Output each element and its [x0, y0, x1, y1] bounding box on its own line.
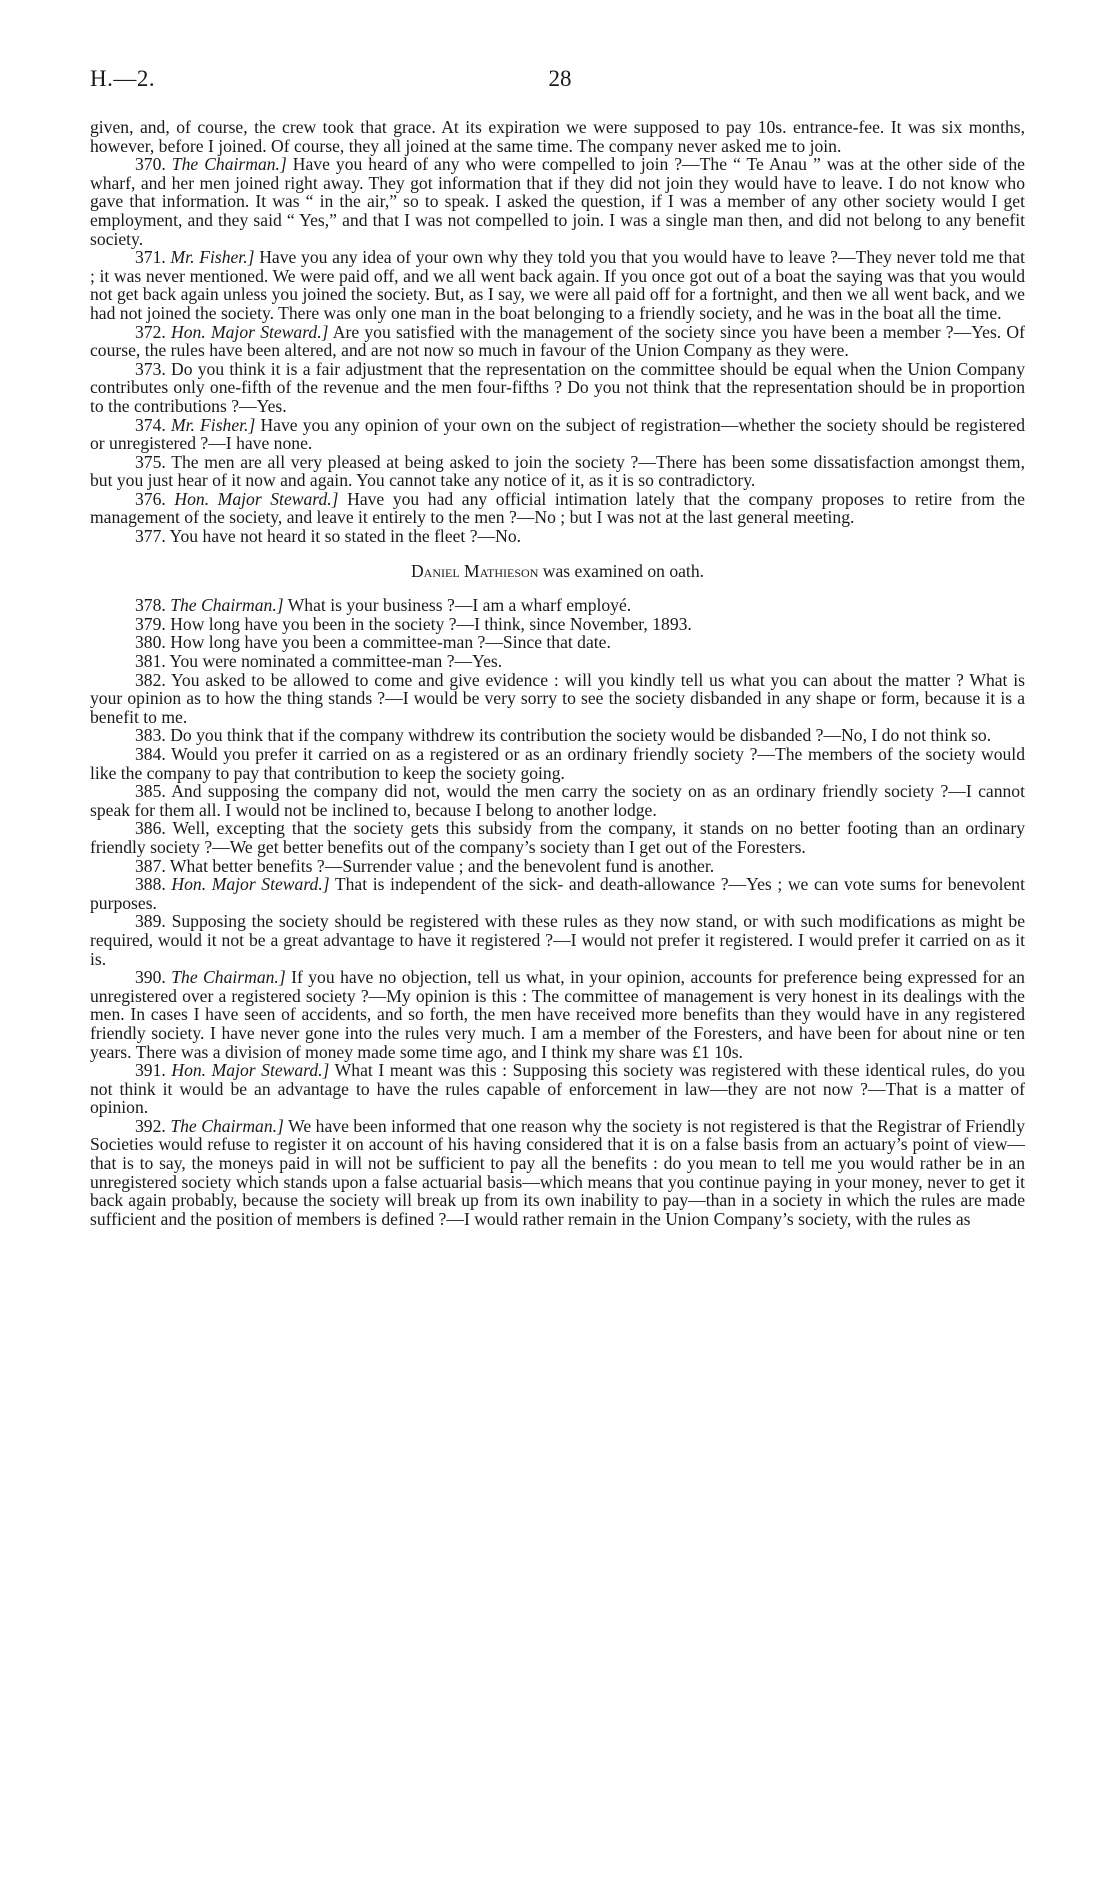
question-number: 384. — [135, 744, 166, 764]
question-text: Well, excepting that the society gets this subsidy from the company, it stands on no better footing than an ordinary friendly society ?—We get better benefits out of the company’s society than I get out of the Foresters. — [90, 818, 1025, 857]
question-text: You have not heard it so stated in the fleet ?—No. — [169, 526, 522, 547]
question-number: 374. — [135, 414, 166, 435]
question-text: Supposing the society should be registered with these rules as they now stand, or with such modifications as might be required, would it not be a great advantage to have it registered ?—I would not prefer it registered. I would prefer it carried on as it is. — [90, 911, 1026, 969]
paragraph-text: given, and, of course, the crew took that grace. At its expiration we were supposed to pay 10s. entrance-fee. It was six months, however, before I joined. Of course, they all joined at the same time. The company never asked me to join. — [90, 117, 1025, 156]
witness-heading — [90, 562, 1025, 581]
question-text: The men are all very pleased at being asked to join the society ?—There has been some dissatisfaction amongst them, but you just hear of it now and again. You cannot take any notice of it, as it is so contradictory. — [90, 451, 1025, 491]
question-number: 382. — [135, 669, 166, 690]
question-390 — [90, 968, 1025, 1061]
question-386 — [90, 819, 1025, 856]
question-text: If you have no objection, tell us what, in your opinion, accounts for preference being expressed for an unregistered over a registered society ?—My opinion is this : The committee of management is very honest in its dealings with the men. In cases I have seen of accidents, and so forth, the men have received more benefits than they would have in any registered friendly society. I have never gone into the rules very much. I am a member of the Foresters, and have been for about nine or ten years. There was a division of money made some time ago, and I think my share was £1 10s. — [90, 967, 1025, 1062]
speaker-label: The Chairman.] — [170, 1115, 284, 1136]
parliamentary-paper-reference: H.—2. — [90, 66, 156, 91]
continued-paragraph — [90, 118, 1025, 155]
speaker-label: The Chairman.] — [170, 595, 284, 616]
question-text: How long have you been in the society ?—I think, since November, 1893. — [170, 613, 692, 634]
question-number: 385. — [135, 781, 166, 802]
question-376 — [90, 490, 1025, 527]
question-378 — [90, 596, 1025, 615]
speaker-label: Mr. Fisher.] — [170, 414, 256, 435]
question-number: 379. — [135, 613, 166, 634]
question-number: 376. — [135, 488, 166, 509]
question-370 — [90, 155, 1025, 248]
question-374 — [90, 416, 1025, 453]
question-375 — [90, 453, 1025, 490]
question-number: 377. — [135, 526, 166, 547]
question-389 — [90, 912, 1025, 968]
speaker-label: Hon. Major Steward.] — [171, 874, 330, 895]
question-379 — [90, 615, 1025, 634]
page-header — [90, 66, 1030, 100]
question-number: 386. — [135, 818, 166, 839]
question-number: 391. — [135, 1060, 166, 1081]
question-380 — [90, 633, 1025, 652]
question-371 — [90, 248, 1025, 322]
question-text: You asked to be allowed to come and give evidence : will you kindly tell us what you can about the matter ? What is your opinion as to how the thing stands ?—I would be very sorry to see the society disbanded in any shape or form, because it is a benefit to me. — [90, 669, 1026, 727]
question-373 — [90, 360, 1025, 416]
speaker-label: The Chairman.] — [171, 154, 287, 175]
question-number: 387. — [135, 855, 166, 876]
question-text: Would you prefer it carried on as a registered or as an ordinary friendly society ?—The members of the society would like the company to pay that contribution to keep the society going. — [90, 744, 1025, 783]
question-385 — [90, 782, 1025, 819]
speaker-label: Hon. Major Steward.] — [174, 488, 339, 509]
question-text: You were nominated a committee-man ?—Yes. — [169, 651, 503, 672]
question-number: 388. — [135, 874, 166, 895]
question-text: And supposing the company did not, would the men carry the society on as an ordinary friendly society ?—I cannot speak for them all. I would not be inclined to, because I belong to another lodge. — [90, 781, 1025, 820]
question-number: 381. — [135, 651, 166, 672]
question-text: Have you any idea of your own why they told you that you would have to leave ?—They never told me that ; it was never mentioned. We were paid off, and we all went back again. If you once got out of a boat the saying was that you would not get back again unless you joined the society. But, as I say, we were all paid off for a fortnight, and then we all went back, and we had not joined the society. There was only one man in the boat belonging to a friendly society, and he was in the boat all the time. — [90, 247, 1025, 323]
question-number: 373. — [135, 358, 166, 379]
question-number: 371. — [135, 247, 166, 268]
question-text: Have you had any official intimation lately that the company proposes to retire from the management of the society, and leave it entirely to the men ?—No ; but I was not at the last general meeting. — [90, 488, 1025, 528]
question-text: Have you heard of any who were compelled to join ?—The “ Te Anau ” was at the other side of the wharf, and her men joined right away. They got information that if they did not join they would have to leave. I do not know who gave that information. It was “ in the air,” so to speak. I asked the question, if I was a member of any other society would I get employment, and they said “ Yes,” and that I was not compelled to join. I was a single man then, and did not belong to any benefit society. — [90, 154, 1025, 249]
question-383 — [90, 726, 1025, 745]
question-text: What is your business ?—I am a wharf employé. — [287, 595, 632, 616]
question-text: We have been informed that one reason why the society is not registered is that the Registrar of Friendly Societies would refuse to register it on account of his having considered that it is on a false basis from an actuary’s point of view—that is to say, the moneys paid in will not be sufficient to pay all the benefits : do you mean to tell me you would rather be in an unregistered society which stands upon a false actuarial basis—which means that you continue paying in your money, never to get it back again probably, because the society will break up from its own inability to pay—than in a society in which the rules are made sufficient and the position of members is defined ?—I would rather remain in the Union Company’s society, with the rules as — [90, 1115, 1025, 1229]
question-382 — [90, 671, 1025, 727]
question-number: 390. — [135, 967, 166, 988]
question-388 — [90, 875, 1025, 912]
witness-heading-text: was examined on oath. — [542, 560, 705, 581]
question-text: Are you satisfied with the management of the society since you have been a member ?—Yes. Of course, the rules have been altered, and are not now so much in favour of the Union Company as they were. — [90, 321, 1025, 361]
speaker-label: Mr. Fisher.] — [170, 247, 255, 268]
question-387 — [90, 857, 1025, 876]
page-body — [90, 118, 1025, 1228]
question-text: Have you any opinion of your own on the subject of registration—whether the society should be registered or unregistered ?—I have none. — [90, 414, 1025, 454]
question-text: Do you think it is a fair adjustment that the representation on the committee should be equal when the Union Company contributes only one-fifth of the revenue and the men four-fifths ? Do you not think that the representation should be in proportion to the contributions ?—Yes. — [90, 358, 1025, 416]
question-384 — [90, 745, 1025, 782]
question-text: What I meant was this : Supposing this society was registered with these identical rules, do you not think it would be an advantage to have the rules capable of enforcement in law—they are not now ?—That is a matter of opinion. — [90, 1060, 1025, 1118]
question-text: What better benefits ?—Surrender value ; and the benevolent fund is another. — [169, 855, 715, 876]
question-number: 380. — [135, 632, 166, 653]
question-number: 392. — [135, 1115, 166, 1136]
question-number: 383. — [135, 725, 166, 746]
question-text: Do you think that if the company withdrew its contribution the society would be disbanded ?—No, I do not think so. — [170, 725, 992, 746]
question-text: That is independent of the sick- and death-allowance ?—Yes ; we can vote sums for benevolent purposes. — [90, 874, 1025, 913]
question-number: 372. — [135, 321, 166, 342]
question-number: 370. — [135, 154, 166, 175]
question-number: 378. — [135, 595, 166, 616]
speaker-label: Hon. Major Steward.] — [171, 1060, 330, 1081]
question-number: 375. — [135, 451, 166, 472]
page-number: 28 — [548, 66, 572, 91]
question-372 — [90, 323, 1025, 360]
question-392 — [90, 1117, 1025, 1229]
question-377 — [90, 527, 1025, 546]
question-text: How long have you been a committee-man ?—Since that date. — [170, 632, 611, 653]
question-number: 389. — [135, 911, 166, 932]
speaker-label: The Chairman.] — [171, 967, 286, 988]
question-391 — [90, 1061, 1025, 1117]
witness-name: Daniel Mathieson — [410, 560, 539, 581]
question-381 — [90, 652, 1025, 671]
speaker-label: Hon. Major Steward.] — [171, 321, 329, 342]
